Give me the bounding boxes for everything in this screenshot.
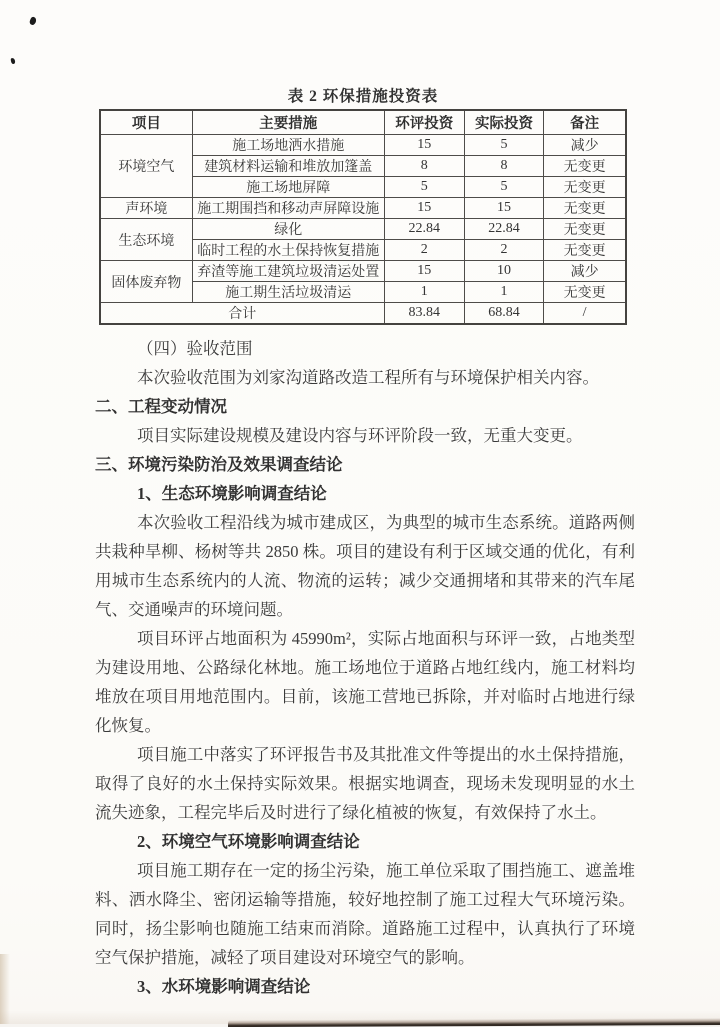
- actual-investment-cell: 22.84: [464, 219, 543, 240]
- paragraph: 项目施工期存在一定的扬尘污染，施工单位采取了围挡施工、遮盖堆料、洒水降尘、密闭运输等措施，较好地控制了施工过程大气环境污染。同时，扬尘影响也随施工结束而消除。道路施工过程中，认真执行了环境空气保护措施，减轻了项目建设对环境空气的影响。: [95, 861, 635, 967]
- total-eia: 83.84: [384, 303, 464, 325]
- note-cell: 无变更: [544, 240, 626, 261]
- category-cell: 声环境: [100, 198, 192, 219]
- scan-speck-icon: [29, 16, 38, 26]
- header-cell-category: 项目: [100, 110, 192, 135]
- measure-cell: 临时工程的水土保持恢复措施: [192, 240, 384, 261]
- table-header-row: [100, 110, 626, 135]
- eia-investment-cell: 22.84: [384, 219, 464, 240]
- scan-speck-icon: [10, 58, 15, 65]
- note-cell: 减少: [544, 135, 626, 156]
- note-cell: 无变更: [544, 177, 626, 198]
- eia-investment-cell: 8: [384, 156, 464, 177]
- measure-cell: 建筑材料运输和堆放加篷盖: [192, 156, 384, 177]
- paragraph: 项目实际建设规模及建设内容与环评阶段一致，无重大变更。: [137, 426, 583, 445]
- table-total-row: [100, 303, 626, 325]
- eia-investment-cell: 5: [384, 177, 464, 198]
- actual-investment-cell: 10: [464, 261, 543, 282]
- document-content: [95, 84, 635, 1001]
- heading: 1、生态环境影响调查结论: [137, 484, 327, 503]
- heading: 3、水环境影响调查结论: [137, 977, 311, 996]
- paragraph: 本次验收工程沿线为城市建成区，为典型的城市生态系统。道路两侧共栽种旱柳、杨树等共 2850 株。项目的建设有利于区域交通的优化，有利用城市生态系统内的人流、物流的运转；减少交通拥堵和其带来的汽车尾气、交通噪声的环境问题。: [95, 513, 635, 619]
- header-cell-actual-investment: 实际投资: [464, 110, 543, 135]
- paragraph: 项目环评占地面积为 45990m²，实际占地面积与环评一致，占地类型为建设用地、公路绿化林地。施工场地位于道路占地红线内，施工材料均堆放在项目用地范围内。目前，该施工营地已拆除，并对临时占地进行绿化恢复。: [95, 629, 635, 735]
- heading: 2、环境空气环境影响调查结论: [137, 832, 360, 851]
- table-row: [100, 219, 626, 240]
- total-actual: 68.84: [464, 303, 543, 325]
- actual-investment-cell: 15: [464, 198, 543, 219]
- table-row: [100, 261, 626, 282]
- actual-investment-cell: 2: [464, 240, 543, 261]
- header-cell-eia-investment: 环评投资: [384, 110, 464, 135]
- note-cell: 无变更: [544, 198, 626, 219]
- paragraph: 本次验收范围为刘家沟道路改造工程所有与环境保护相关内容。: [137, 368, 599, 387]
- header-cell-note: 备注: [544, 110, 626, 135]
- total-label: 合计: [100, 303, 384, 325]
- paragraph: 项目施工中落实了环评报告书及其批准文件等提出的水土保持措施，取得了良好的水土保持实际效果。根据实地调查，现场未发现明显的水土流失迹象，工程完毕后及时进行了绿化植被的恢复，有效保持了水土。: [95, 745, 635, 822]
- header-cell-measure: 主要措施: [192, 110, 384, 135]
- heading: 三、环境污染防治及效果调查结论: [95, 455, 343, 474]
- measure-cell: 施工期围挡和移动声屏障设施: [192, 198, 384, 219]
- actual-investment-cell: 1: [464, 282, 543, 303]
- scan-corner-smudge: [0, 954, 10, 1024]
- category-cell: 固体废弃物: [100, 261, 192, 303]
- investment-table: [99, 109, 627, 325]
- note-cell: 无变更: [544, 282, 626, 303]
- note-cell: 无变更: [544, 219, 626, 240]
- scan-paper-edge: [228, 1018, 720, 1027]
- eia-investment-cell: 1: [384, 282, 464, 303]
- heading: 二、工程变动情况: [95, 397, 227, 416]
- note-cell: 无变更: [544, 156, 626, 177]
- measure-cell: 施工期生活垃圾清运: [192, 282, 384, 303]
- table-row: [100, 198, 626, 219]
- category-cell: 环境空气: [100, 135, 192, 198]
- measure-cell: 绿化: [192, 219, 384, 240]
- actual-investment-cell: 5: [464, 177, 543, 198]
- measure-cell: 施工场地洒水措施: [192, 135, 384, 156]
- actual-investment-cell: 8: [464, 156, 543, 177]
- actual-investment-cell: 5: [464, 135, 543, 156]
- table-row: [100, 135, 626, 156]
- heading: （四）验收范围: [137, 339, 253, 358]
- table-title: 表 2 环保措施投资表: [287, 88, 439, 105]
- measure-cell: 弃渣等施工建筑垃圾清运处置: [192, 261, 384, 282]
- note-cell: 减少: [544, 261, 626, 282]
- eia-investment-cell: 15: [384, 198, 464, 219]
- category-cell: 生态环境: [100, 219, 192, 261]
- eia-investment-cell: 15: [384, 135, 464, 156]
- eia-investment-cell: 2: [384, 240, 464, 261]
- measure-cell: 施工场地屏障: [192, 177, 384, 198]
- eia-investment-cell: 15: [384, 261, 464, 282]
- document-body: [95, 334, 635, 1001]
- total-note: /: [544, 303, 626, 325]
- table-body: [100, 135, 626, 303]
